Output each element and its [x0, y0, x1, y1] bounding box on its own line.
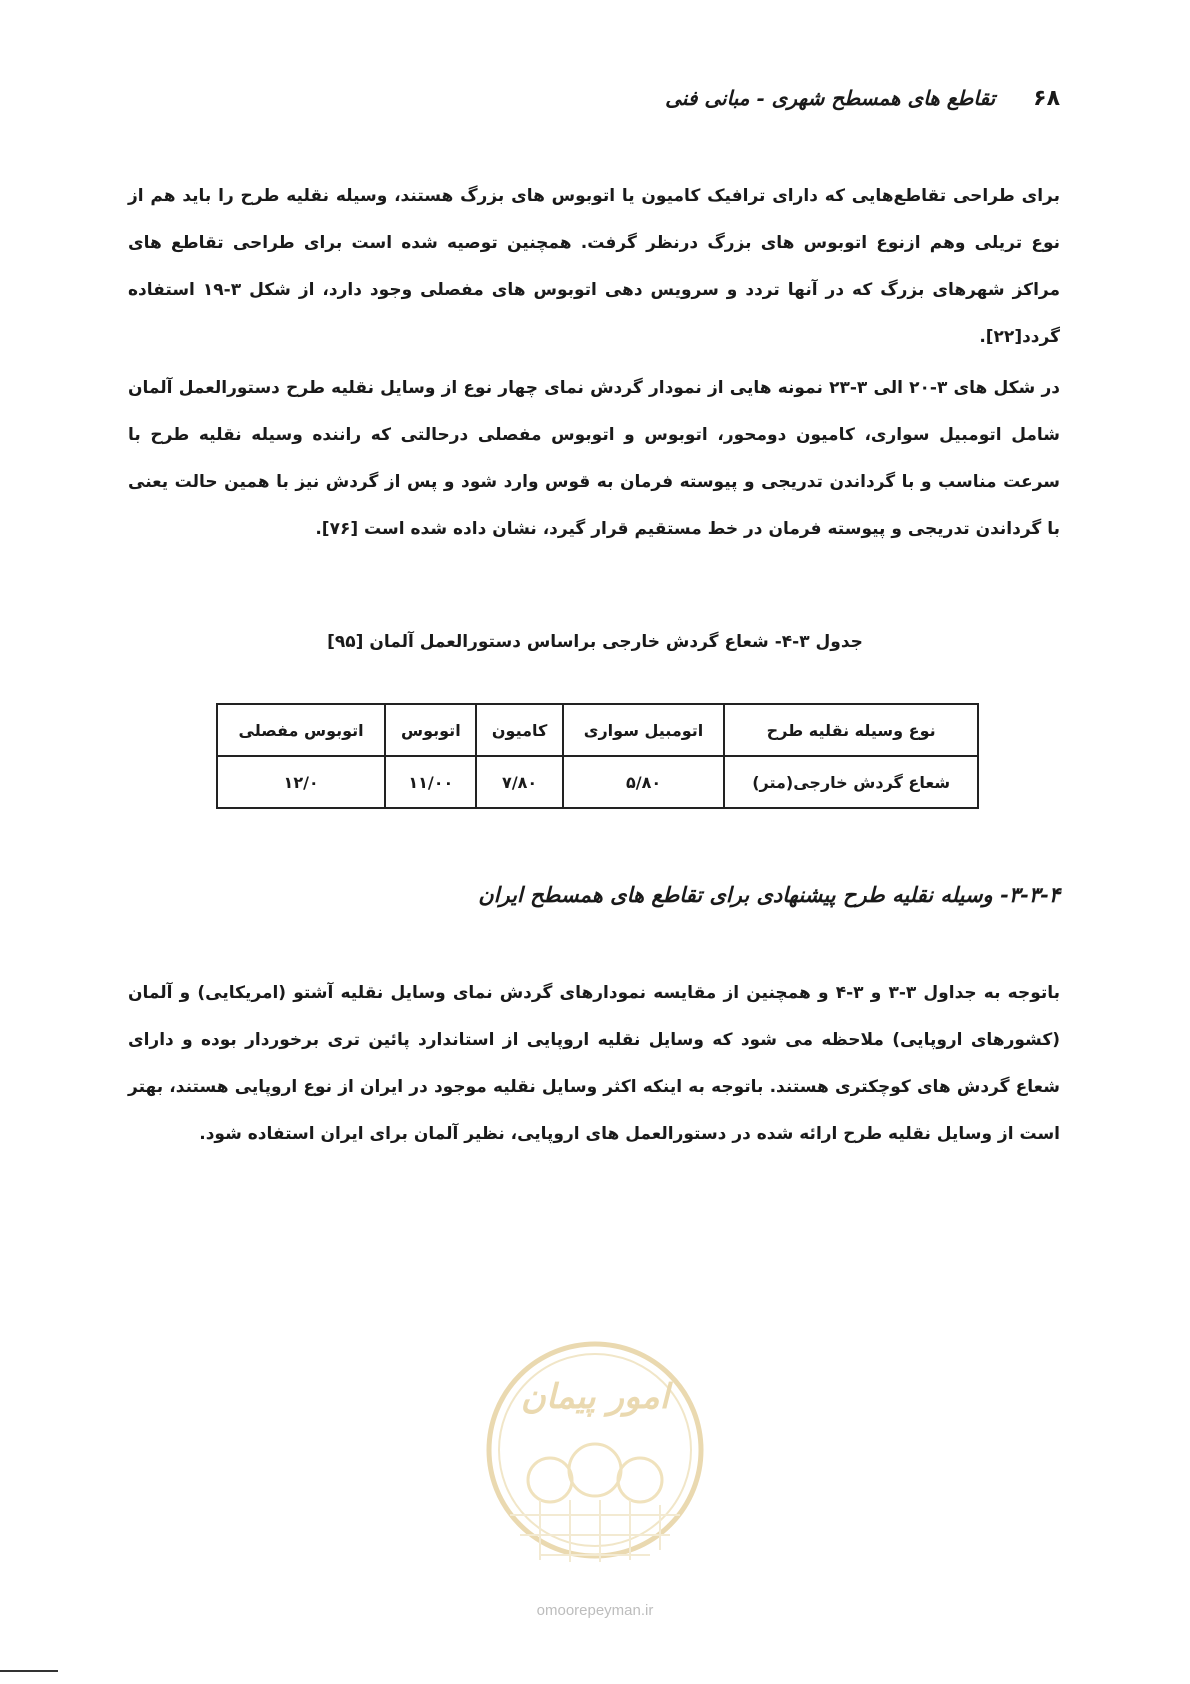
- table-cell: ۱۱/۰۰: [385, 756, 476, 808]
- turning-radius-table: [216, 703, 979, 809]
- table-header-row: [217, 704, 978, 756]
- table-cell: اتومبیل سواری: [563, 704, 725, 756]
- paragraph-conclusion: باتوجه به جداول ۳-۳ و ۳-۴ و همچنین از مقایسه نمودارهای گردش نمای وسایل نقلیه آشتو (امریکایی) و آلمان (کشورهای اروپایی) ملاحظه می شود که وسایل نقلیه اروپایی از استاندارد پائین تری برخوردار بوده و دارای شعاع گردش های کوچکتری هستند. باتوجه به اینکه اکثر وسایل نقلیه موجود در ایران از نوع اروپایی هستند، بهتر است از وسایل نقلیه طرح ارائه شده در دستورالعمل های اروپایی، نظیر آلمان برای ایران استفاده شود.: [128, 983, 1061, 1144]
- section-heading: ۳-۳-۴- وسیله نقلیه طرح پیشنهادی برای تقاطع های همسطح ایران: [478, 882, 1060, 907]
- bottom-rule: [0, 1670, 58, 1672]
- watermark-url: omoorepeyman.ir: [536, 1602, 654, 1619]
- running-title: تقاطع های همسطح شهری - مبانی فنی: [665, 86, 996, 110]
- table-cell: ۱۲/۰: [217, 756, 385, 808]
- paragraph-design-vehicle-intro: برای طراحی تقاطع‌هایی که دارای ترافیک کامیون یا اتوبوس های بزرگ هستند، وسیله نقلیه طرح را باید هم از نوع تریلی وهم ازنوع اتوبوس های بزرگ درنظر گرفت. همچنین توصیه شده است برای طراحی تقاطع های مراکز شهرهای بزرگ که در آنها تردد و سرویس دهی اتوبوس های مفصلی وجود دارد، از شکل ۳-۱۹ استفاده گردد[۲۲].: [128, 186, 1060, 347]
- table-cell: اتوبوس مفصلی: [217, 704, 385, 756]
- table-caption: جدول ۳-۴- شعاع گردش خارجی براساس دستورالعمل آلمان [۹۵]: [327, 632, 863, 652]
- paragraph-german-turning-templates: در شکل های ۳-۲۰ الی ۳-۲۳ نمونه هایی از نمودار گردش نمای چهار نوع از وسایل نقلیه طرح دستورالعمل آلمان شامل اتومبیل سواری، کامیون دومحور، اتوبوس و اتوبوس مفصلی درحالتی که راننده وسیله نقلیه طرح با سرعت مناسب و با گرداندن تدریجی و پیوسته فرمان به قوس وارد شود و پس از گردش نیز با همین حالت یعنی با گرداندن تدریجی و پیوسته فرمان در خط مستقیم قرار گیرد، نشان داده شده است [۷۶].: [128, 378, 1060, 539]
- table-cell: شعاع گردش خارجی(متر): [724, 756, 978, 808]
- table-row: [217, 756, 978, 808]
- page-number: ۶۸: [1033, 85, 1060, 111]
- table-cell: کامیون: [476, 704, 562, 756]
- table-cell: نوع وسیله نقلیه طرح: [724, 704, 978, 756]
- table-cell: ۷/۸۰: [476, 756, 562, 808]
- table-cell: ۵/۸۰: [563, 756, 725, 808]
- svg-text:امور پیمان: امور پیمان: [520, 1377, 670, 1417]
- table-cell: اتوبوس: [385, 704, 476, 756]
- publisher-seal-icon: [480, 1330, 710, 1610]
- page-header: [665, 78, 1060, 118]
